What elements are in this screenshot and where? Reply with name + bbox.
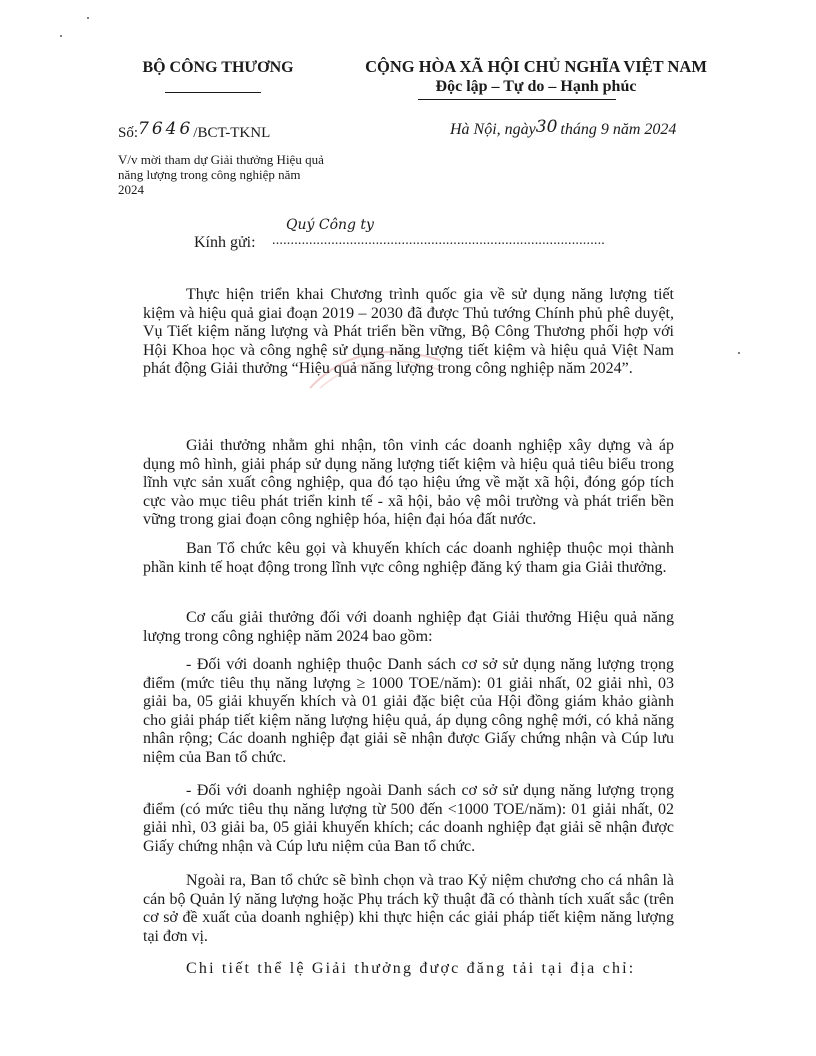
- recipient-name: Quý Công ty: [286, 217, 374, 233]
- paragraph-call: Ban Tổ chức kêu gọi và khuyến khích các doanh nghiệp thuộc mọi thành phần kinh tế hoạt động trong lĩnh vực công nghiệp đăng ký tham gia Giải thưởng.: [143, 540, 674, 576]
- ministry-underline: [165, 92, 261, 93]
- date-handwritten-day: 30: [535, 117, 558, 137]
- subject-line: V/v mời tham dự Giải thưởng Hiệu quả năng lượng trong công nghiệp năm 2024: [118, 152, 324, 197]
- paragraph-key-enterprises: - Đối với doanh nghiệp thuộc Danh sách cơ sở sử dụng năng lượng trọng điểm (mức tiêu thụ năng lượng ≥ 1000 TOE/năm): 01 giải nhất, 02 giải nhì, 03 giải ba, 05 giải khuyến khích và 01 giải đặc biệt của Hội đồng giám khảo giành cho giải pháp tiết kiệm năng lượng hiệu quả, áp dụng công nghệ mới, có khả năng nhân rộng; Các doanh nghiệp đạt giải sẽ nhận được Giấy chứng nhận và Cúp lưu niệm của Ban tổ chức.: [143, 656, 674, 766]
- scan-speck: [738, 352, 740, 354]
- paragraph-purpose: Giải thưởng nhằm ghi nhận, tôn vinh các doanh nghiệp xây dựng và áp dụng mô hình, giải pháp sử dụng năng lượng tiết kiệm và hiệu quả tiêu biểu trong lĩnh vực sản xuất công nghiệp, qua đó tạo hiệu ứng về mặt xã hội, đóng góp tích cực vào mục tiêu phát triển kinh tế - xã hội, bảo vệ môi trường và phát triển bền vững trong giai đoạn công nghiệp hóa, hiện đại hóa đất nước.: [143, 437, 674, 529]
- country-name: CỘNG HÒA XÃ HỘI CHỦ NGHĨA VIỆT NAM: [365, 57, 707, 76]
- paragraph-other-enterprises: - Đối với doanh nghiệp ngoài Danh sách cơ sở sử dụng năng lượng trọng điểm (có mức tiêu thụ năng lượng từ 500 đến <1000 TOE/năm): 01 giải nhất, 02 giải nhì, 03 giải ba, 05 giải khuyến khích; các doanh nghiệp đạt giải sẽ nhận được Giấy chứng nhận và Cúp lưu niệm của Ban tổ chức.: [143, 782, 674, 855]
- reference-handwritten-number: 7646: [138, 119, 194, 139]
- recipient-dotted-line: ..........................................................................................: [272, 233, 605, 248]
- paragraph-individual-award: Ngoài ra, Ban tổ chức sẽ bình chọn và trao Kỷ niệm chương cho cá nhân là cán bộ Quản lý năng lượng hoặc Phụ trách kỹ thuật đã có thành tích xuất sắc (trên cơ sở đề xuất của doanh nghiệp) khi thực hiện các giải pháp tiết kiệm năng lượng tại đơn vị.: [143, 872, 674, 945]
- date-suffix: tháng 9 năm 2024: [560, 121, 677, 138]
- recipient-label: Kính gửi:: [194, 234, 256, 251]
- ministry-name: BỘ CÔNG THƯƠNG: [142, 59, 294, 76]
- scan-speck: [60, 35, 62, 37]
- motto-underline: [418, 99, 616, 100]
- paragraph-details: Chi tiết thể lệ Giải thưởng được đăng tải tại địa chỉ:: [186, 960, 636, 977]
- reference-number: [118, 119, 271, 142]
- national-motto: Độc lập – Tự do – Hạnh phúc: [435, 78, 637, 95]
- paragraph-program: Thực hiện triển khai Chương trình quốc gia về sử dụng năng lượng tiết kiệm và hiệu quả giai đoạn 2019 – 2030 đã được Thủ tướng Chính phủ phê duyệt, Vụ Tiết kiệm năng lượng và Phát triển bền vững, Bộ Công Thương phối hợp với Hội Khoa học và công nghệ sử dụng năng lượng tiết kiệm và hiệu quả Việt Nam phát động Giải thưởng “Hiệu quả năng lượng trong công nghiệp năm 2024”.: [143, 286, 674, 378]
- reference-prefix: Số:: [118, 125, 139, 141]
- paragraph-structure: Cơ cấu giải thưởng đối với doanh nghiệp đạt Giải thưởng Hiệu quả năng lượng trong công nghiệp năm 2024 bao gồm:: [143, 609, 674, 645]
- issue-date: [450, 119, 676, 139]
- scan-speck: [87, 17, 89, 19]
- date-prefix: Hà Nội, ngày: [450, 121, 536, 138]
- reference-suffix: /BCT-TKNL: [193, 125, 271, 141]
